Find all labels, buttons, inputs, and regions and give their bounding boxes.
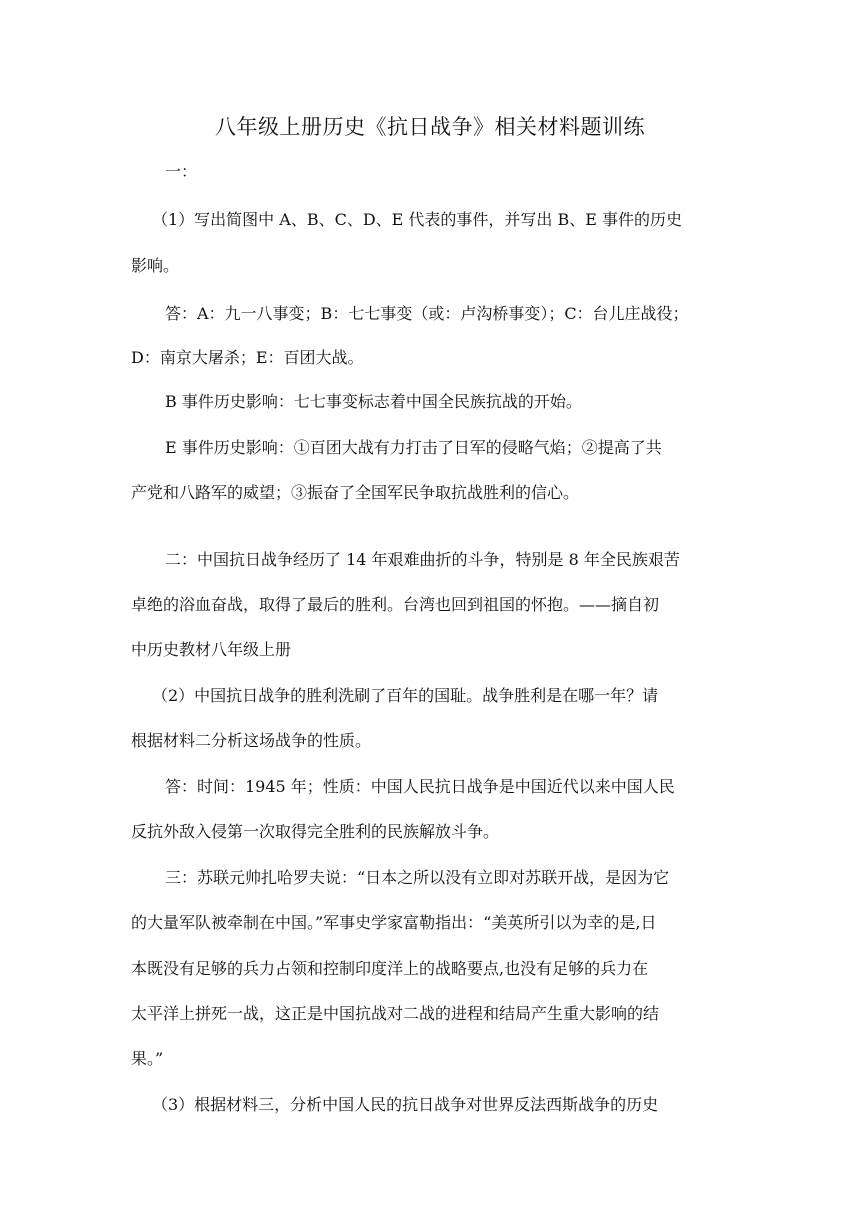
question-2-line-2: 根据材料二分析这场战争的性质。 bbox=[131, 731, 372, 750]
answer-1-line-1: 答：A：九一八事变；B：七七事变（或：卢沟桥事变）；C：台儿庄战役； bbox=[165, 304, 689, 323]
material-three-line-4: 太平洋上拼死一战，这正是中国抗战对二战的进程和结局产生重大影响的结 bbox=[131, 1004, 660, 1023]
material-two-line-1: 二：中国抗日战争经历了 14 年艰难曲折的斗争，特别是 8 年全民族艰苦 bbox=[165, 550, 680, 569]
answer-2-line-2: 反抗外敌入侵第一次取得完全胜利的民族解放斗争。 bbox=[131, 822, 500, 841]
answer-1-line-2: D：南京大屠杀；E：百团大战。 bbox=[131, 348, 364, 367]
material-three-line-3: 本既没有足够的兵力占领和控制印度洋上的战略要点,也没有足够的兵力在 bbox=[131, 959, 649, 978]
answer-2-line-1: 答：时间：1945 年；性质：中国人民抗日战争是中国近代以来中国人民 bbox=[165, 777, 675, 796]
question-1-line-1: （1）写出简图中 A、B、C、D、E 代表的事件，并写出 B、E 事件的历史 bbox=[152, 210, 683, 229]
material-two-line-2: 卓绝的浴血奋战，取得了最后的胜利。台湾也回到祖国的怀抱。——摘自初 bbox=[131, 595, 660, 614]
section-one-heading: 一： bbox=[165, 162, 198, 181]
material-three-line-2: 的大量军队被牵制在中国。”军事史学家富勒指出：“美英所引以为幸的是,日 bbox=[131, 913, 657, 932]
question-3-line-1: （3）根据材料三，分析中国人民的抗日战争对世界反法西斯战争的历史 bbox=[152, 1095, 659, 1114]
e-event-impact-line-2: 产党和八路军的威望；③振奋了全国军民争取抗战胜利的信心。 bbox=[131, 483, 580, 502]
document-title: 八年级上册历史《抗日战争》相关材料题训练 bbox=[215, 115, 645, 139]
question-2-line-1: （2）中国抗日战争的胜利洗刷了百年的国耻。战争胜利是在哪一年？请 bbox=[152, 686, 659, 705]
e-event-impact-line-1: E 事件历史影响：①百团大战有力打击了日军的侵略气焰；②提高了共 bbox=[165, 438, 662, 457]
material-three-line-5: 果。” bbox=[131, 1049, 164, 1068]
material-three-line-1: 三：苏联元帅扎哈罗夫说：“日本之所以没有立即对苏联开战，是因为它 bbox=[165, 868, 670, 887]
material-two-line-3: 中历史教材八年级上册 bbox=[131, 640, 292, 659]
question-1-line-2: 影响。 bbox=[131, 256, 180, 275]
b-event-impact: B 事件历史影响：七七事变标志着中国全民族抗战的开始。 bbox=[165, 392, 582, 411]
